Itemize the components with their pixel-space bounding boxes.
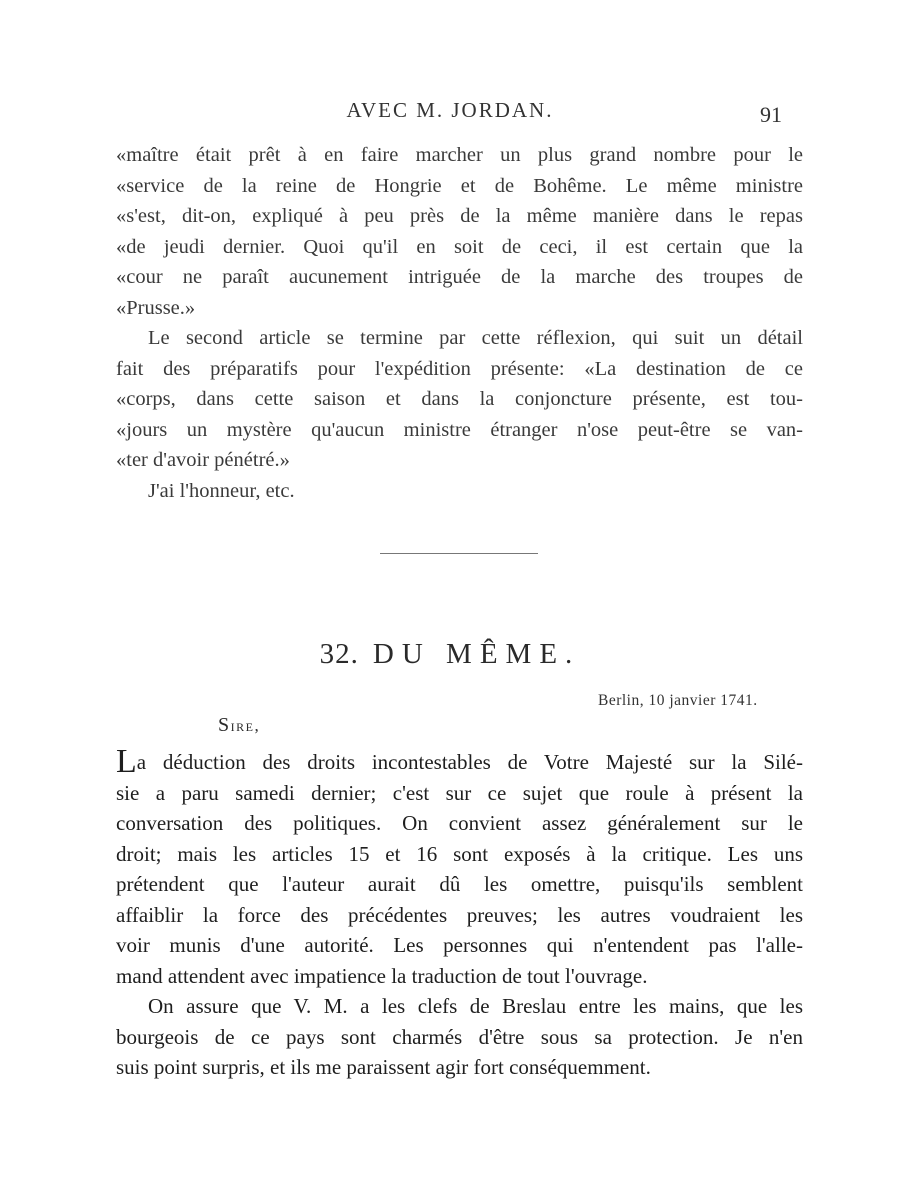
text-line-content: a déduction des droits incontestables de Votre Majesté sur la Silé- <box>136 750 803 774</box>
page-number: 91 <box>760 102 782 127</box>
text-line: «ter d'avoir pénétré.» <box>116 449 290 471</box>
salutation <box>218 714 260 737</box>
text-line: Le second article se termine par cette réflexion, qui suit un détail <box>148 327 803 349</box>
dateline: Berlin, 10 janvier 1741. <box>598 692 758 709</box>
text-line: mand attendent avec impatience la traduction de tout l'ouvrage. <box>116 963 648 988</box>
salutation-initial: S <box>218 714 231 736</box>
text-line: «s'est, dit-on, expliqué à peu près de la même manière dans le repas <box>116 205 803 227</box>
text-line: «service de la reine de Hongrie et de Bohême. Le même ministre <box>116 174 803 197</box>
section-heading <box>0 638 900 671</box>
text-line: On assure que V. M. a les clefs de Breslau entre les mains, que les <box>148 994 803 1018</box>
text-line: voir munis d'une autorité. Les personnes qui n'entendent pas l'alle- <box>116 933 803 957</box>
section-number: 32. <box>319 638 359 670</box>
text-line: «Prusse.» <box>116 296 196 319</box>
drop-cap: L <box>116 743 137 780</box>
running-title: AVEC M. JORDAN. <box>346 98 554 122</box>
text-line: «corps, dans cette saison et dans la conjoncture présente, est tou- <box>116 388 803 410</box>
text-line: sie a paru samedi dernier; c'est sur ce sujet que roule à présent la <box>116 780 803 805</box>
text-line: fait des préparatifs pour l'expédition présente: «La destination de ce <box>116 357 803 380</box>
text-line: suis point surpris, et ils me paraissent agir fort conséquemment. <box>116 1055 651 1079</box>
text-line: «jours un mystère qu'aucun ministre étranger n'ose peut-être se van- <box>116 418 803 441</box>
previous-letter-text <box>116 140 803 506</box>
text-line: droit; mais les articles 15 et 16 sont exposés à la critique. Les uns <box>116 841 803 866</box>
letter-body <box>116 743 803 1083</box>
text-line: bourgeois de ce pays sont charmés d'être sous sa protection. Je n'en <box>116 1024 803 1049</box>
text-line: «maître était prêt à en faire marcher un plus grand nombre pour le <box>116 144 803 166</box>
closing-line: J'ai l'honneur, etc. <box>148 479 295 502</box>
text-line: «cour ne paraît aucunement intriguée de la marche des troupes de <box>116 266 803 288</box>
salutation-rest: ire, <box>230 716 261 735</box>
text-line: affaiblir la force des précédentes preuves; les autres voudraient les <box>116 902 803 927</box>
text-line <box>116 743 803 780</box>
section-title: DU MÊME. <box>372 638 581 670</box>
text-line: prétendent que l'auteur aurait dû les omettre, puisqu'ils semblent <box>116 872 803 896</box>
text-line: «de jeudi dernier. Quoi qu'il en soit de ceci, il est certain que la <box>116 235 803 258</box>
text-line: conversation des politiques. On convient assez généralement sur le <box>116 811 803 835</box>
section-divider <box>380 553 538 554</box>
